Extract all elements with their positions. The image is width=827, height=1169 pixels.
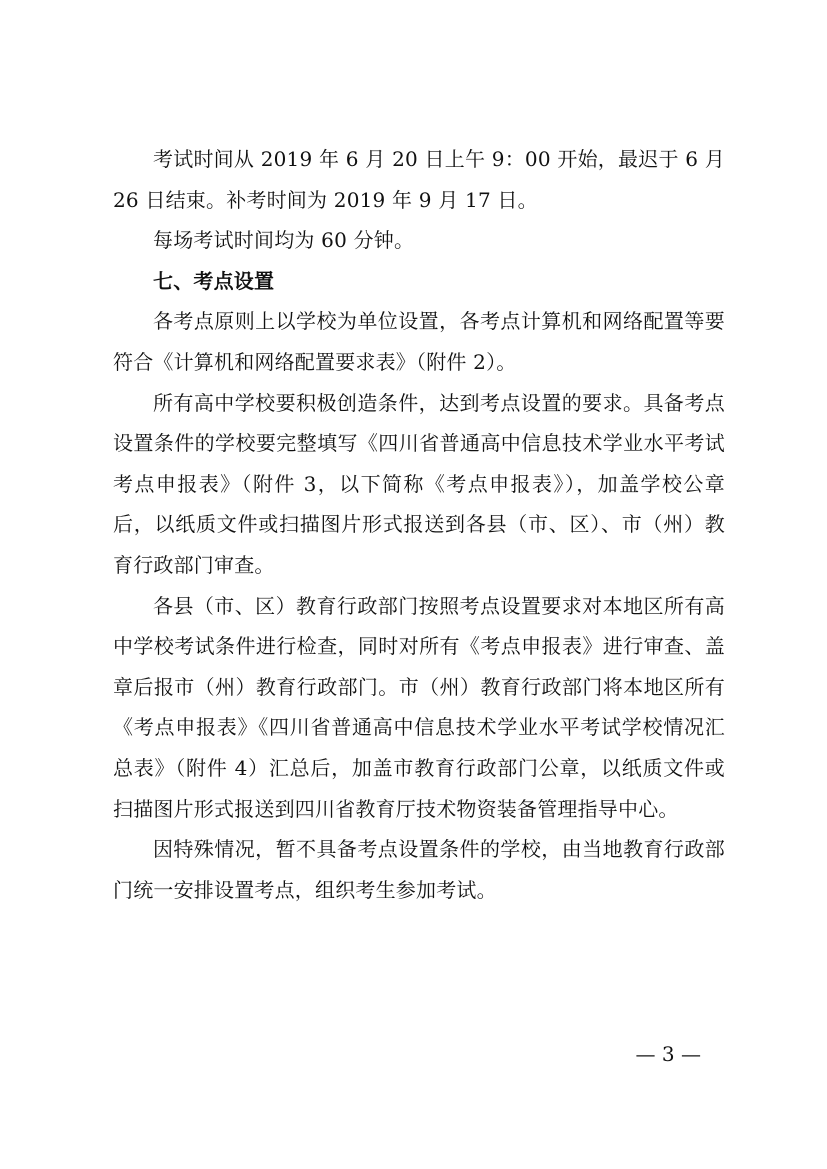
paragraph-special-cases: 因特殊情况，暂不具备考点设置条件的学校，由当地教育行政部门统一安排设置考点，组织考生参加考试。 [113, 837, 725, 902]
paragraph-exam-time: 考试时间从 2019 年 6 月 20 日上午 9：00 开始，最迟于 6 月 26 日结束。补考时间为 2019 年 9 月 17 日。 [113, 147, 725, 212]
page-number: — 3 — [635, 1042, 701, 1066]
paragraph-site-review: 各县（市、区）教育行政部门按照考点设置要求对本地区所有高中学校考试条件进行检查，同时对所有《考点申报表》进行审查、盖章后报市（州）教育行政部门。市（州）教育行政部门将本地区所有《考点申报表》《四川省普通高中信息技术学业水平考试学校情况汇总表》（附件 4）汇总后，加盖市教育行政部门公章，以纸质文件或扫描图片形式报送到四川省教育厅技术物资装备管理指导中心。 [113, 593, 725, 821]
paragraph-site-principle: 各考点原则上以学校为单位设置，各考点计算机和网络配置等要符合《计算机和网络配置要求表》（附件 2）。 [113, 309, 725, 374]
paragraph-exam-duration: 每场考试时间均为 60 分钟。 [153, 228, 415, 253]
document-body [113, 139, 725, 910]
section-heading-exam-sites: 七、考点设置 [153, 268, 275, 293]
paragraph-site-application: 所有高中学校要积极创造条件，达到考点设置的要求。具备考点设置条件的学校要完整填写《四川省普通高中信息技术学业水平考试考点申报表》（附件 3，以下简称《考点申报表》），加盖学校公章后，以纸质文件或扫描图片形式报送到各县（市、区）、市（州）教育行政部门审查。 [113, 390, 725, 577]
